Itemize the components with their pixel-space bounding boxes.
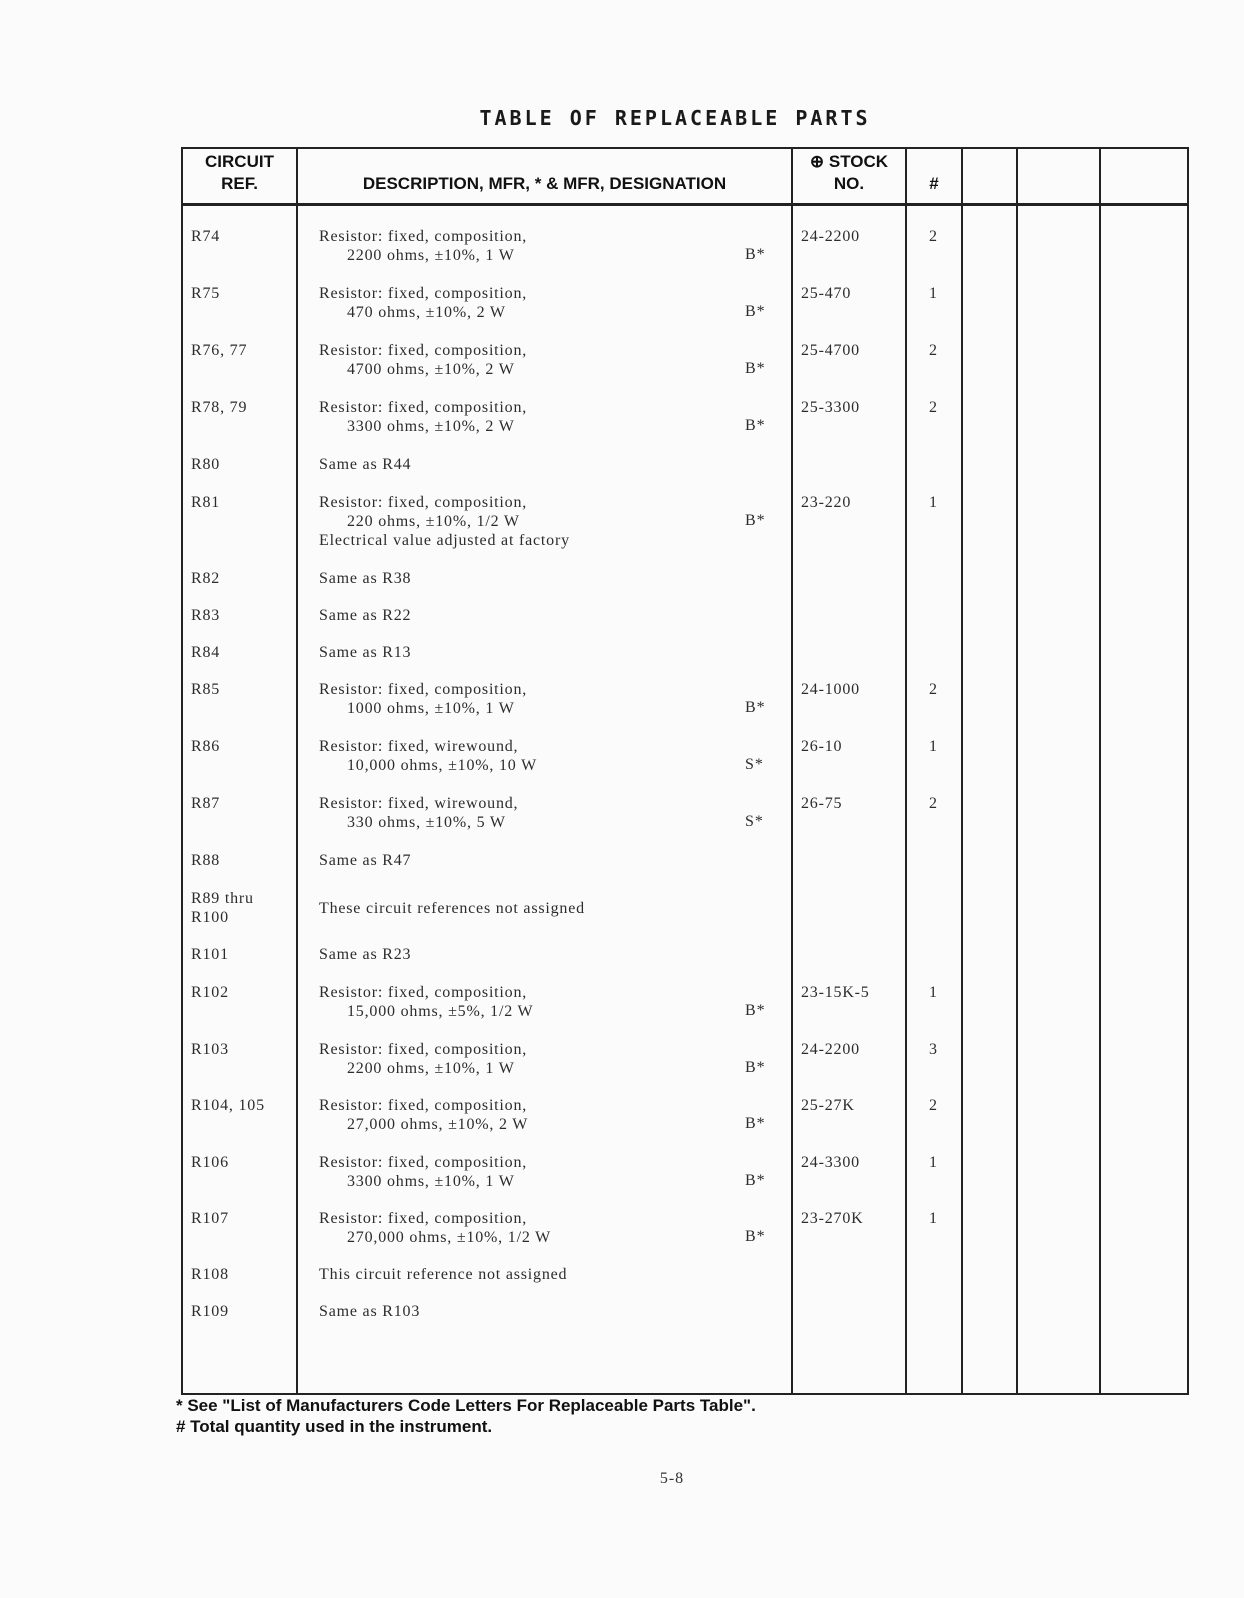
circuit-ref: R103 xyxy=(191,1041,229,1058)
description-line2: 3300 ohms, ±10%, 1 W xyxy=(347,1173,515,1190)
circuit-ref: R89 thru xyxy=(191,890,254,907)
manufacturer-code: B* xyxy=(745,303,766,320)
description-line1: Resistor: fixed, composition, xyxy=(319,1041,528,1058)
header-circuit-ref-line1: CIRCUIT xyxy=(205,152,274,171)
column-divider xyxy=(905,149,907,1393)
quantity: 1 xyxy=(929,984,938,1001)
manufacturer-code: B* xyxy=(745,699,766,716)
stock-number: 26-10 xyxy=(801,738,843,755)
description-line1: Resistor: fixed, composition, xyxy=(319,1097,528,1114)
circuit-ref: R104, 105 xyxy=(191,1097,265,1114)
column-divider xyxy=(961,149,963,1393)
description-line1: Resistor: fixed, composition, xyxy=(319,984,528,1001)
stock-number: 24-2200 xyxy=(801,1041,860,1058)
footnote-quantity: # Total quantity used in the instrument. xyxy=(176,1417,493,1436)
description-line2: 470 ohms, ±10%, 2 W xyxy=(347,304,506,321)
stock-number: 25-27K xyxy=(801,1097,855,1114)
circuit-ref: R84 xyxy=(191,644,221,661)
circuit-ref: R109 xyxy=(191,1303,229,1320)
circuit-ref: R85 xyxy=(191,681,221,698)
description-line1: Same as R47 xyxy=(319,852,412,869)
description-line1: Same as R103 xyxy=(319,1303,421,1320)
manufacturer-code: B* xyxy=(745,1115,766,1132)
page-number: 5-8 xyxy=(659,1470,685,1487)
description-line1: Resistor: fixed, composition, xyxy=(319,228,528,245)
quantity: 2 xyxy=(929,342,938,359)
stock-number: 23-15K-5 xyxy=(801,984,870,1001)
description-line1: Same as R13 xyxy=(319,644,412,661)
description-line2: 2200 ohms, ±10%, 1 W xyxy=(347,1060,515,1077)
description-line2: 1000 ohms, ±10%, 1 W xyxy=(347,700,515,717)
stock-number: 23-270K xyxy=(801,1210,864,1227)
description-line2: 270,000 ohms, ±10%, 1/2 W xyxy=(347,1229,552,1246)
manufacturer-code: B* xyxy=(745,360,766,377)
description-line2: 27,000 ohms, ±10%, 2 W xyxy=(347,1116,529,1133)
stock-number: 26-75 xyxy=(801,795,843,812)
stock-number: 24-1000 xyxy=(801,681,860,698)
description-line2: 15,000 ohms, ±5%, 1/2 W xyxy=(347,1003,534,1020)
description-line1: Same as R44 xyxy=(319,456,412,473)
description-line1: Same as R38 xyxy=(319,570,412,587)
description-line1: Same as R22 xyxy=(319,607,412,624)
circuit-ref: R82 xyxy=(191,570,221,587)
header-circuit-ref xyxy=(183,151,296,195)
circuit-ref: R107 xyxy=(191,1210,229,1227)
description-line1: Resistor: fixed, composition, xyxy=(319,285,528,302)
circuit-ref: R81 xyxy=(191,494,221,511)
description-line1: Resistor: fixed, wirewound, xyxy=(319,795,519,812)
stock-number: 23-220 xyxy=(801,494,852,511)
stock-number: 24-2200 xyxy=(801,228,860,245)
description-line2: 4700 ohms, ±10%, 2 W xyxy=(347,361,515,378)
circuit-ref: R86 xyxy=(191,738,221,755)
quantity: 2 xyxy=(929,795,938,812)
header-circuit-ref-line2: REF. xyxy=(221,174,258,193)
circuit-ref: R78, 79 xyxy=(191,399,248,416)
circuit-ref: R88 xyxy=(191,852,221,869)
manufacturer-code: B* xyxy=(745,512,766,529)
description-line2: 10,000 ohms, ±10%, 10 W xyxy=(347,757,537,774)
manufacturer-code: B* xyxy=(745,1059,766,1076)
stock-number: 25-470 xyxy=(801,285,852,302)
column-divider xyxy=(791,149,793,1393)
stock-number: 25-3300 xyxy=(801,399,860,416)
description-line1: Resistor: fixed, composition, xyxy=(319,1154,528,1171)
header-divider xyxy=(183,203,1187,206)
circuit-ref: R102 xyxy=(191,984,229,1001)
page-title: TABLE OF REPLACEABLE PARTS xyxy=(479,106,871,130)
description-line1: Resistor: fixed, composition, xyxy=(319,342,528,359)
circuit-ref: R101 xyxy=(191,946,229,963)
column-divider xyxy=(1016,149,1018,1393)
quantity: 3 xyxy=(929,1041,938,1058)
description-line1: This circuit reference not assigned xyxy=(319,1266,568,1283)
parts-table xyxy=(181,147,1189,1395)
description-line1: Resistor: fixed, composition, xyxy=(319,399,528,416)
circuit-ref: R75 xyxy=(191,285,221,302)
description-line2: 330 ohms, ±10%, 5 W xyxy=(347,814,506,831)
circuit-ref: R106 xyxy=(191,1154,229,1171)
column-divider xyxy=(1099,149,1101,1393)
description-line1: Resistor: fixed, wirewound, xyxy=(319,738,519,755)
stock-number: 25-4700 xyxy=(801,342,860,359)
header-stock-line2: NO. xyxy=(833,174,865,193)
quantity: 1 xyxy=(929,494,938,511)
footnote-manufacturer: * See "List of Manufacturers Code Letters For Replaceable Parts Table". xyxy=(176,1396,756,1415)
circuit-ref: R83 xyxy=(191,607,221,624)
column-divider xyxy=(296,149,298,1393)
description-line3: Electrical value adjusted at factory xyxy=(319,532,570,549)
description-line1: Resistor: fixed, composition, xyxy=(319,681,528,698)
quantity: 1 xyxy=(929,285,938,302)
manufacturer-code: B* xyxy=(745,1172,766,1189)
quantity: 2 xyxy=(929,681,938,698)
manufacturer-code: S* xyxy=(745,813,764,830)
description-line2: 3300 ohms, ±10%, 2 W xyxy=(347,418,515,435)
description-line1: Resistor: fixed, composition, xyxy=(319,494,528,511)
description-line2: These circuit references not assigned xyxy=(319,900,585,917)
manufacturer-code: S* xyxy=(745,756,764,773)
stock-number: 24-3300 xyxy=(801,1154,860,1171)
header-description: DESCRIPTION, MFR, * & MFR, DESIGNATION xyxy=(362,174,727,193)
manufacturer-code: B* xyxy=(745,417,766,434)
circuit-ref: R87 xyxy=(191,795,221,812)
description-line1: Same as R23 xyxy=(319,946,412,963)
circuit-ref: R74 xyxy=(191,228,221,245)
manufacturer-code: B* xyxy=(745,1228,766,1245)
quantity: 2 xyxy=(929,228,938,245)
circuit-ref: R108 xyxy=(191,1266,229,1283)
quantity: 2 xyxy=(929,399,938,416)
manufacturer-code: B* xyxy=(745,246,766,263)
manufacturer-code: B* xyxy=(745,1002,766,1019)
circuit-ref: R76, 77 xyxy=(191,342,248,359)
header-stock-line1: ⊕ STOCK xyxy=(809,152,889,171)
description-line1: Resistor: fixed, composition, xyxy=(319,1210,528,1227)
description-line2: 220 ohms, ±10%, 1/2 W xyxy=(347,513,520,530)
quantity: 2 xyxy=(929,1097,938,1114)
header-quantity: # xyxy=(929,174,939,193)
quantity: 1 xyxy=(929,738,938,755)
description-line2: 2200 ohms, ±10%, 1 W xyxy=(347,247,515,264)
quantity: 1 xyxy=(929,1210,938,1227)
quantity: 1 xyxy=(929,1154,938,1171)
circuit-ref-line2: R100 xyxy=(191,909,229,926)
header-stock-no xyxy=(793,151,905,195)
circuit-ref: R80 xyxy=(191,456,221,473)
